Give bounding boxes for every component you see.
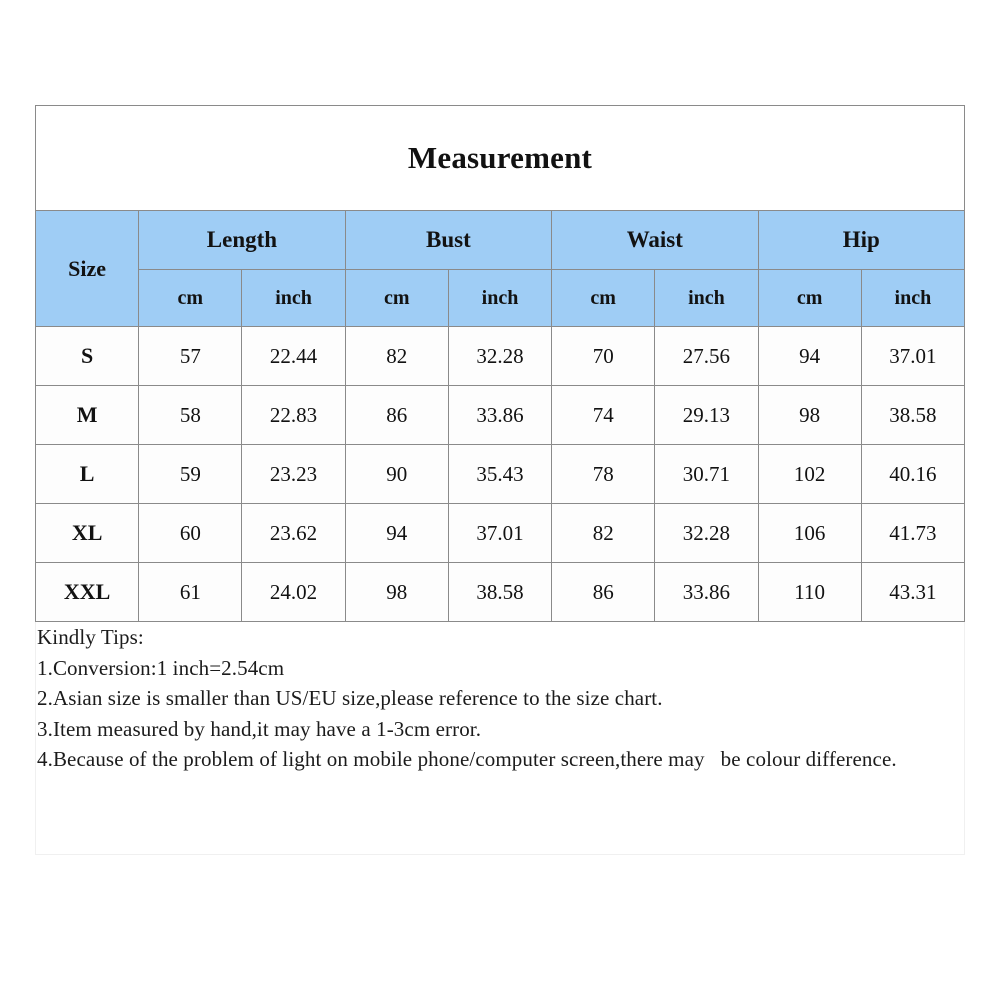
kindly-tips-block xyxy=(37,622,972,775)
cell-waist-cm: 70 xyxy=(552,327,655,386)
measurement-chart xyxy=(35,105,965,622)
tips-line-2: 2.Asian size is smaller than US/EU size,please reference to the size chart. xyxy=(37,686,663,710)
cell-length-cm: 59 xyxy=(139,445,242,504)
unit-header-length-inch: inch xyxy=(242,270,345,327)
cell-waist-cm: 82 xyxy=(552,504,655,563)
size-table xyxy=(35,105,965,622)
table-row xyxy=(36,445,965,504)
cell-length-inch: 22.83 xyxy=(242,386,345,445)
size-table-body xyxy=(36,327,965,622)
cell-hip-cm: 110 xyxy=(758,563,861,622)
cell-hip-cm: 102 xyxy=(758,445,861,504)
cell-hip-cm: 98 xyxy=(758,386,861,445)
cell-bust-cm: 82 xyxy=(345,327,448,386)
cell-bust-cm: 86 xyxy=(345,386,448,445)
unit-header-length-cm: cm xyxy=(139,270,242,327)
title-row xyxy=(36,106,965,211)
cell-hip-inch: 37.01 xyxy=(861,327,964,386)
table-row xyxy=(36,327,965,386)
cell-hip-cm: 94 xyxy=(758,327,861,386)
cell-waist-cm: 78 xyxy=(552,445,655,504)
cell-length-inch: 22.44 xyxy=(242,327,345,386)
cell-length-inch: 23.23 xyxy=(242,445,345,504)
cell-hip-inch: 40.16 xyxy=(861,445,964,504)
cell-length-cm: 58 xyxy=(139,386,242,445)
unit-header-waist-inch: inch xyxy=(655,270,758,327)
unit-header-row xyxy=(36,270,965,327)
cell-bust-inch: 35.43 xyxy=(448,445,551,504)
cell-bust-cm: 90 xyxy=(345,445,448,504)
cell-waist-inch: 30.71 xyxy=(655,445,758,504)
cell-bust-inch: 33.86 xyxy=(448,386,551,445)
table-row xyxy=(36,504,965,563)
column-group-waist: Waist xyxy=(552,211,758,270)
cell-hip-cm: 106 xyxy=(758,504,861,563)
cell-length-cm: 57 xyxy=(139,327,242,386)
tips-line-1: 1.Conversion:1 inch=2.54cm xyxy=(37,655,285,680)
cell-bust-inch: 38.58 xyxy=(448,563,551,622)
cell-bust-cm: 98 xyxy=(345,563,448,622)
cell-waist-inch: 27.56 xyxy=(655,327,758,386)
cell-size: XL xyxy=(36,504,139,563)
cell-bust-inch: 32.28 xyxy=(448,327,551,386)
column-header-size: Size xyxy=(36,211,139,327)
cell-hip-inch: 38.58 xyxy=(861,386,964,445)
column-group-bust: Bust xyxy=(345,211,551,270)
tips-heading: Kindly Tips: xyxy=(37,625,144,649)
cell-length-inch: 23.62 xyxy=(242,504,345,563)
cell-waist-inch: 33.86 xyxy=(655,563,758,622)
unit-header-hip-inch: inch xyxy=(861,270,964,327)
unit-header-bust-inch: inch xyxy=(448,270,551,327)
cell-waist-inch: 32.28 xyxy=(655,504,758,563)
column-group-hip: Hip xyxy=(758,211,964,270)
cell-size: M xyxy=(36,386,139,445)
cell-hip-inch: 41.73 xyxy=(861,504,964,563)
unit-header-hip-cm: cm xyxy=(758,270,861,327)
cell-length-cm: 61 xyxy=(139,563,242,622)
cell-size: S xyxy=(36,327,139,386)
cell-bust-cm: 94 xyxy=(345,504,448,563)
cell-size: L xyxy=(36,445,139,504)
unit-header-bust-cm: cm xyxy=(345,270,448,327)
cell-length-inch: 24.02 xyxy=(242,563,345,622)
cell-waist-inch: 29.13 xyxy=(655,386,758,445)
cell-size: XXL xyxy=(36,563,139,622)
tips-line-3: 3.Item measured by hand,it may have a 1-3cm error. xyxy=(37,716,482,741)
size-table-head xyxy=(36,106,965,327)
cell-hip-inch: 43.31 xyxy=(861,563,964,622)
cell-length-cm: 60 xyxy=(139,504,242,563)
cell-waist-cm: 86 xyxy=(552,563,655,622)
table-row xyxy=(36,563,965,622)
cell-bust-inch: 37.01 xyxy=(448,504,551,563)
tips-line-4: 4.Because of the problem of light on mobile phone/computer screen,there may be colour difference. xyxy=(37,747,897,771)
unit-header-waist-cm: cm xyxy=(552,270,655,327)
column-group-length: Length xyxy=(139,211,345,270)
cell-waist-cm: 74 xyxy=(552,386,655,445)
page-title: Measurement xyxy=(36,106,965,211)
group-header-row xyxy=(36,211,965,270)
table-row xyxy=(36,386,965,445)
